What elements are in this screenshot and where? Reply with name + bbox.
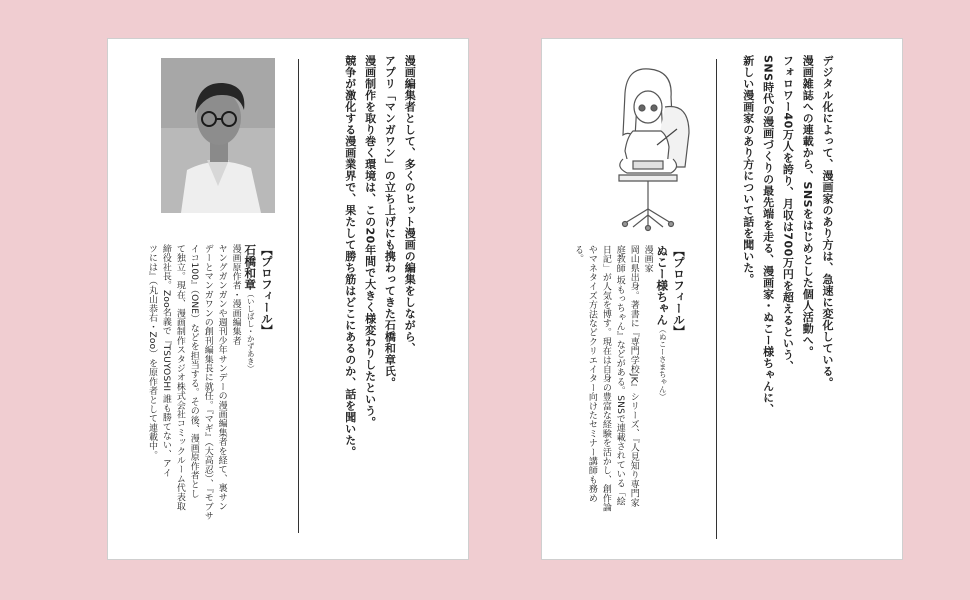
right-page xyxy=(541,38,903,560)
profile-body xyxy=(570,245,654,535)
profile-name-line xyxy=(242,244,259,524)
profile-line: て独立。現在、漫画制作スタジオ株式会社コミックルーム代表取 xyxy=(174,244,185,511)
lead-line: アプリ「マンガワン」の立ち上げにも携わってきた石橋和章氏。 xyxy=(383,55,397,389)
lead-line: フォロワー40万人を誇り、月収は700万円を超えるという、 xyxy=(781,55,795,372)
left-page xyxy=(107,38,469,560)
profile-line: ツには』（丸山恭右・Zoo）を原作者として連載中。 xyxy=(146,244,157,460)
profile-block xyxy=(570,245,687,535)
profile-line: 日記」が人気を博す。現在は自身の豊富な経験を活かし、創作論 xyxy=(600,245,611,512)
profile-line: 庭教師 坂もっちゃん』などがある。SNSで連載されている「絵 xyxy=(614,245,625,507)
profile-line: 漫画原作者・漫画編集者 xyxy=(230,244,241,346)
lead-line: 漫画制作を取り巻く環境は、この20年間で大きく様変わりしたという。 xyxy=(363,55,377,428)
lead-paragraph xyxy=(340,55,419,535)
portrait-photo xyxy=(161,58,275,213)
profile-name: ぬこー様ちゃん xyxy=(655,245,670,326)
profile-line: イコ100』（ONE）などを担当する。その後、漫画原作者とし xyxy=(188,244,199,499)
profile-line: る。 xyxy=(572,245,583,264)
profile-block xyxy=(144,244,275,524)
profile-line: 岡山県出身。著書に『専門学校JK』シリーズ、『人見知り専門家 xyxy=(628,245,639,508)
profile-body xyxy=(144,244,242,524)
character-illustration xyxy=(597,63,695,233)
column-divider xyxy=(298,59,299,533)
profile-line: ヤングガンガンや週刊少年サンデーの漫画編集者を経て、裏サン xyxy=(216,244,227,511)
profile-heading: 【プロフィール】 xyxy=(259,244,274,336)
profile-name-line xyxy=(654,245,671,535)
lead-line: 新しい漫画家のあり方について話を聞いた。 xyxy=(741,55,755,285)
profile-line: 漫画家 xyxy=(642,245,653,273)
profile-heading: 【プロフィール】 xyxy=(671,245,686,337)
profile-ruby: （ぬこーさまちゃん） xyxy=(658,325,668,401)
profile-name: 石橋和章 xyxy=(243,244,258,290)
lead-line: SNS時代の漫画づくりの最先端を走る、漫画家・ぬこー様ちゃんに、 xyxy=(761,55,775,416)
lead-line: 競争が激化する漫画業界で、果たして勝ち筋はどこにあるのか、話を聞いた。 xyxy=(343,55,357,458)
lead-line: デジタル化によって、漫画家のあり方は、急速に変化している。 xyxy=(820,55,834,389)
profile-line: 締役社長。Zoo名義で『TSUYOSHI 誰も勝てない、アイ xyxy=(160,244,171,478)
profile-ruby: （いしばし・かずあき） xyxy=(246,290,256,373)
lead-paragraph xyxy=(738,55,837,535)
profile-line: やマネタイズ方法などクリエイター向けたセミナー講師も務め xyxy=(586,245,597,503)
profile-line: デーとマンガワンの創刊編集長に就任。『マギ』（大高忍）、『モブサ xyxy=(202,244,213,521)
lead-line: 漫画編集者として、多くのヒット漫画の編集をしながら、 xyxy=(403,55,417,354)
column-divider xyxy=(716,59,717,539)
lead-line: 漫画雑誌への連載から、SNSをはじめとした個人活動へ。 xyxy=(801,55,815,358)
